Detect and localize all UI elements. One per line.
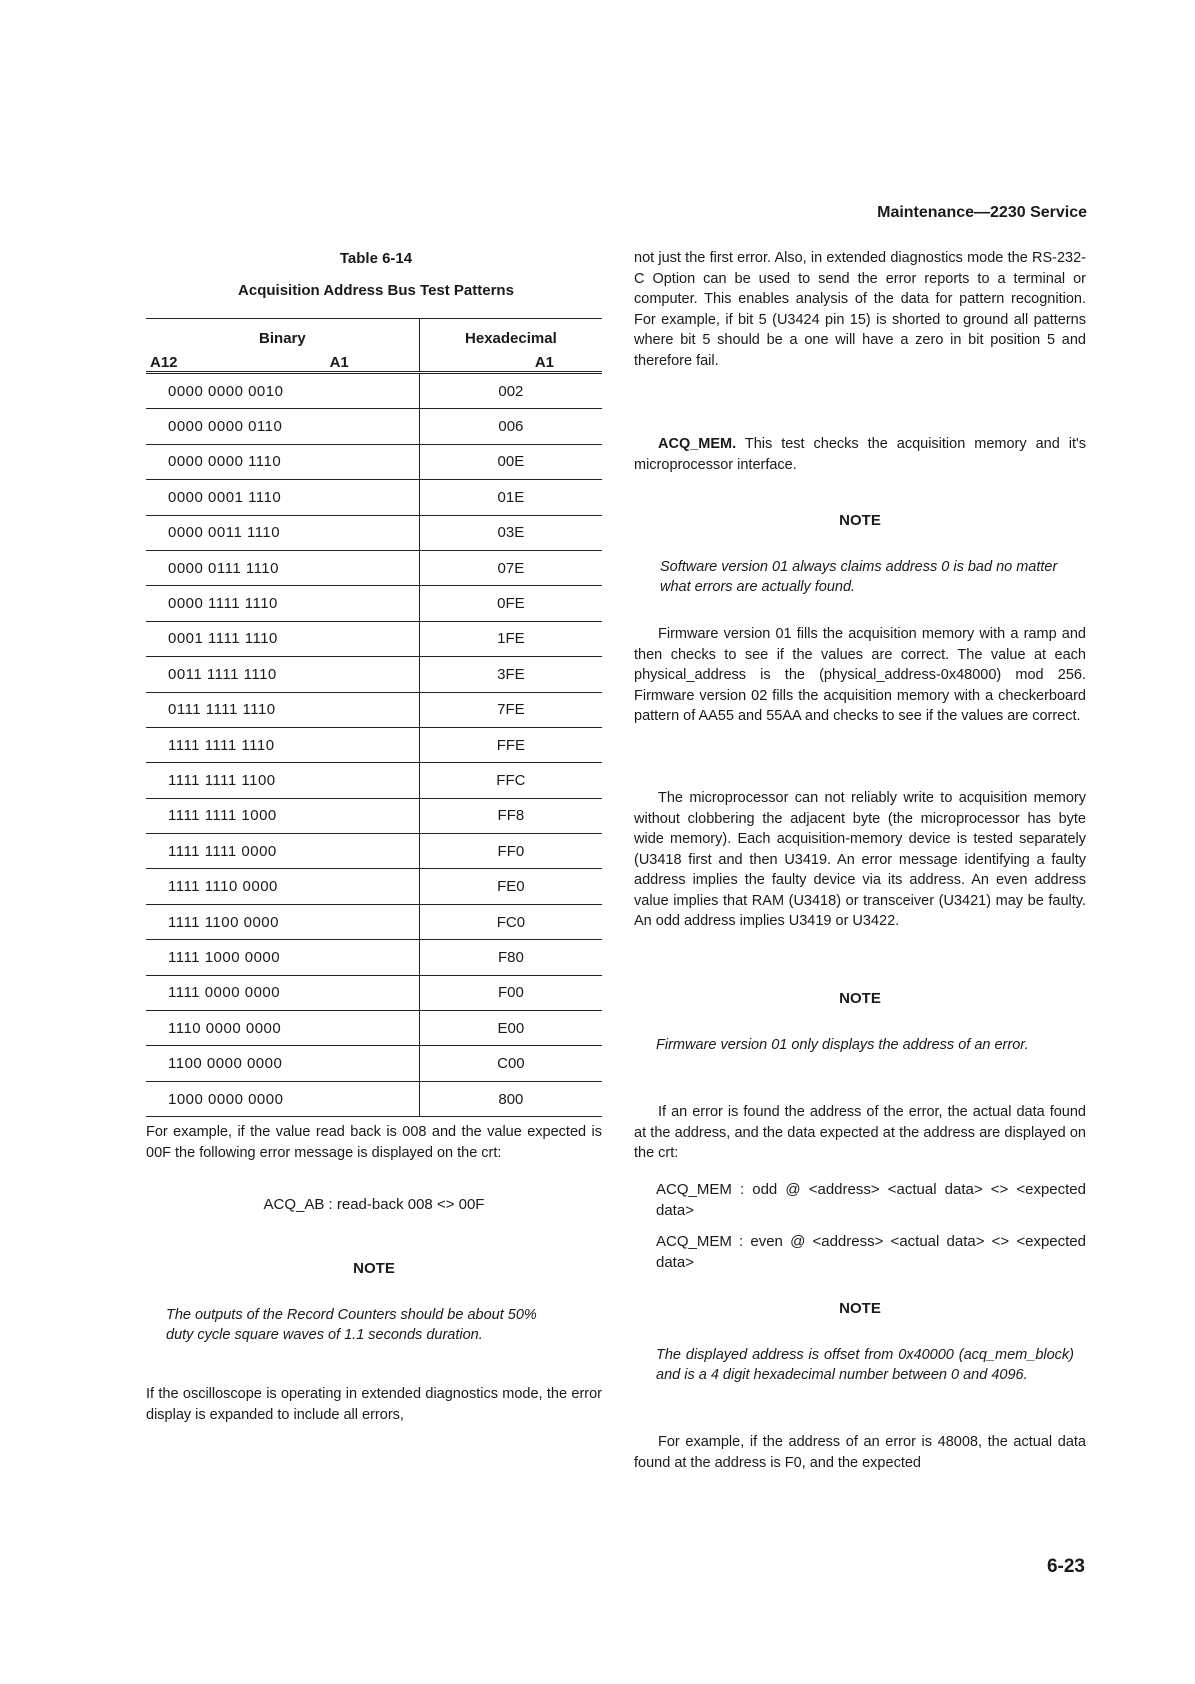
binary-cell: 0000 0000 0010 <box>146 373 419 409</box>
binary-cell: 0000 0000 1110 <box>146 444 419 479</box>
error-message-even: ACQ_MEM : even @ <address> <actual data> <> <expected data> <box>656 1233 1086 1271</box>
binary-cell: 1111 1000 0000 <box>146 940 419 975</box>
table-row <box>146 409 602 444</box>
acq-mem-text: This test checks the acquisition memory and it's microprocessor interface. <box>634 436 1086 473</box>
table-row <box>146 586 602 621</box>
hex-cell: 002 <box>419 373 602 409</box>
hex-cell: 03E <box>419 515 602 550</box>
acq-mem-paragraph <box>634 434 1086 475</box>
note-heading-2: NOTE <box>839 512 881 529</box>
bit-label-a1: A1 <box>329 354 349 371</box>
binary-cell: 1100 0000 0000 <box>146 1046 419 1081</box>
binary-cell: 1111 1111 0000 <box>146 834 419 869</box>
hex-cell: FF8 <box>419 798 602 833</box>
table-row <box>146 373 602 409</box>
bit-label-a12: A12 <box>150 354 178 371</box>
hex-cell: C00 <box>419 1046 602 1081</box>
table-row <box>146 763 602 798</box>
table-title: Acquisition Address Bus Test Patterns <box>238 282 514 299</box>
table-row <box>146 834 602 869</box>
binary-cell: 0000 0001 1110 <box>146 480 419 515</box>
running-header: Maintenance—2230 Service <box>877 204 1087 221</box>
table-row <box>146 904 602 939</box>
binary-cell: 0000 0000 0110 <box>146 409 419 444</box>
continued-paragraph: not just the first error. Also, in extended diagnostics mode the RS-232-C Option can be used to send the error reports to a terminal or computer. This enables analysis of the data for pattern recognition. For example, if bit 5 (U3424 pin 15) is shorted to ground all patterns where bit 5 should be a one will have a zero in bit position 5 and therefore fail. <box>634 250 1086 369</box>
table-row <box>146 621 602 656</box>
hex-cell: FFE <box>419 727 602 762</box>
binary-cell: 0000 0011 1110 <box>146 515 419 550</box>
binary-cell: 0001 1111 1110 <box>146 621 419 656</box>
hex-cell: FE0 <box>419 869 602 904</box>
hex-bit-range <box>419 347 602 373</box>
hex-cell: 00E <box>419 444 602 479</box>
col-header-binary: Binary <box>146 319 419 348</box>
hex-cell: F00 <box>419 975 602 1010</box>
table-row <box>146 1081 602 1116</box>
firmware-paragraph: Firmware version 01 fills the acquisition memory with a ramp and then checks to see if the values are correct. The value at each physical_address is the (physical_address-0x48000) mod 256. Firmware version 02 fills the acquisition memory with a checkerboard pattern of AA55 and 55AA and checks to see if the values are correct. <box>634 626 1086 724</box>
hex-label-a1: A1 <box>534 354 554 371</box>
table-row <box>146 869 602 904</box>
binary-cell: 1111 1111 1000 <box>146 798 419 833</box>
binary-cell: 1111 1111 1110 <box>146 727 419 762</box>
address-bus-pattern-table <box>146 318 602 1117</box>
hex-cell: 800 <box>419 1081 602 1116</box>
hex-cell: 01E <box>419 480 602 515</box>
table-row <box>146 1011 602 1046</box>
table-row <box>146 975 602 1010</box>
hex-cell: FFC <box>419 763 602 798</box>
hex-cell: 006 <box>419 409 602 444</box>
table-row <box>146 940 602 975</box>
binary-cell: 0000 0111 1110 <box>146 550 419 585</box>
table-row <box>146 444 602 479</box>
note-text-2: Software version 01 always claims address 0 is bad no matter what errors are actually found. <box>660 558 1058 595</box>
note-heading-3: NOTE <box>839 990 881 1007</box>
binary-cell: 1111 1111 1100 <box>146 763 419 798</box>
binary-bit-range <box>146 347 419 373</box>
table-row <box>146 727 602 762</box>
error-display-paragraph: If an error is found the address of the error, the actual data found at the address, and the data expected at the address are displayed on the crt: <box>634 1104 1086 1161</box>
note-heading-4: NOTE <box>839 1300 881 1317</box>
note-text-1: The outputs of the Record Counters should be about 50% duty cycle square waves of 1.1 seconds duration. <box>166 1306 537 1343</box>
hex-cell: FC0 <box>419 904 602 939</box>
table-row <box>146 657 602 692</box>
table-row <box>146 692 602 727</box>
hex-cell: E00 <box>419 1011 602 1046</box>
acq-mem-label: ACQ_MEM. <box>658 436 737 452</box>
note-text-3: Firmware version 01 only displays the address of an error. <box>656 1036 1029 1053</box>
table-row <box>146 798 602 833</box>
hex-cell: 0FE <box>419 586 602 621</box>
table-row <box>146 550 602 585</box>
binary-cell: 1110 0000 0000 <box>146 1011 419 1046</box>
table-row <box>146 515 602 550</box>
page-number: 6-23 <box>1046 1556 1085 1577</box>
extended-diagnostics-paragraph: If the oscilloscope is operating in extended diagnostics mode, the error display is expanded to include all errors, <box>146 1386 602 1423</box>
binary-cell: 1111 1100 0000 <box>146 904 419 939</box>
table-row <box>146 480 602 515</box>
example-error-message: ACQ_AB : read-back 008 <> 00F <box>263 1196 485 1213</box>
binary-cell: 1111 1110 0000 <box>146 869 419 904</box>
hex-cell: FF0 <box>419 834 602 869</box>
col-header-hex: Hexadecimal <box>465 330 557 347</box>
binary-cell: 0111 1111 1110 <box>146 692 419 727</box>
binary-cell: 0000 1111 1110 <box>146 586 419 621</box>
hex-cell: 07E <box>419 550 602 585</box>
example-paragraph: For example, if the value read back is 008 and the value expected is 00F the following error message is displayed on the crt: <box>146 1124 602 1161</box>
error-message-odd: ACQ_MEM : odd @ <address> <actual data> <> <expected data> <box>656 1181 1086 1219</box>
binary-cell: 1111 0000 0000 <box>146 975 419 1010</box>
example2-paragraph: For example, if the address of an error is 48008, the actual data found at the address is F0, and the expected <box>634 1434 1086 1471</box>
hex-cell: 1FE <box>419 621 602 656</box>
binary-cell: 1000 0000 0000 <box>146 1081 419 1116</box>
table-number: Table 6-14 <box>339 250 413 267</box>
hex-cell: F80 <box>419 940 602 975</box>
hex-cell: 3FE <box>419 657 602 692</box>
table-row <box>146 1046 602 1081</box>
note-text-4: The displayed address is offset from 0x40000 (acq_mem_block) and is a 4 digit hexadecimal number between 0 and 4096. <box>656 1346 1074 1383</box>
hex-cell: 7FE <box>419 692 602 727</box>
microprocessor-paragraph: The microprocessor can not reliably write to acquisition memory without clobbering the adjacent byte (the microprocessor has byte wide memory). Each acquisition-memory device is tested separately (U3418 first and then U3419. An error message identifying a faulty address implies the faulty device via its address. An even address value implies that RAM (U3418) or transceiver (U3421) may be faulty. An odd address implies U3419 or U3422. <box>634 790 1086 929</box>
note-heading-1: NOTE <box>353 1260 395 1277</box>
binary-cell: 0011 1111 1110 <box>146 657 419 692</box>
